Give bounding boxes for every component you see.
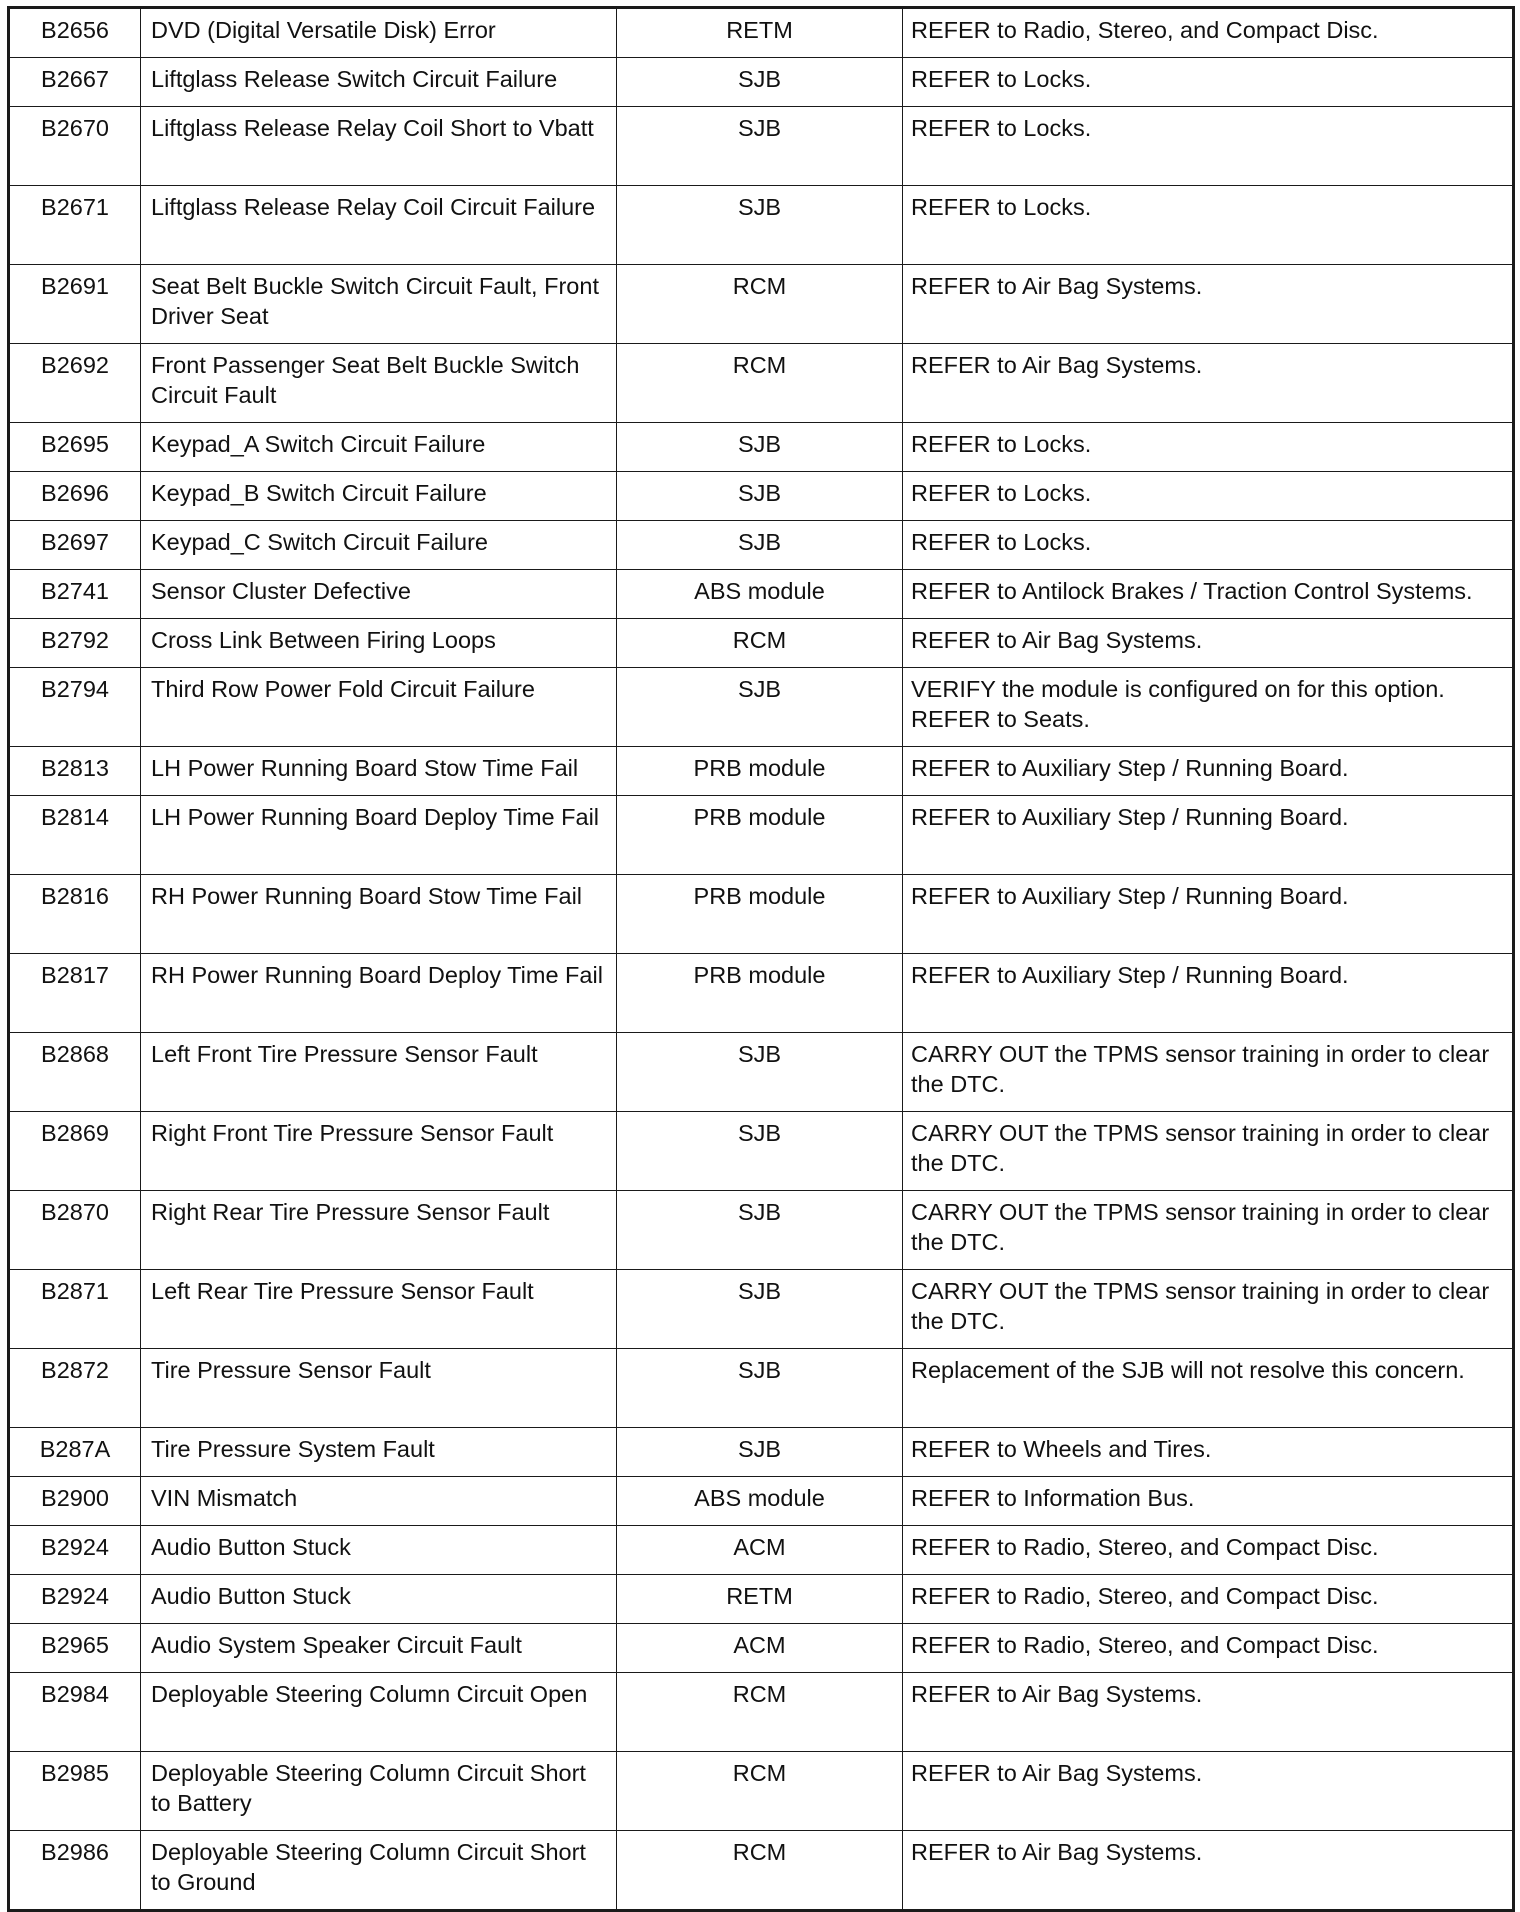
- dtc-code-cell: B2817: [9, 954, 141, 1033]
- dtc-description-cell: LH Power Running Board Stow Time Fail: [141, 747, 617, 796]
- dtc-code-cell: B2814: [9, 796, 141, 875]
- table-row: [9, 1831, 1514, 1911]
- dtc-action-cell: REFER to Radio, Stereo, and Compact Disc.: [903, 1526, 1514, 1575]
- dtc-action-cell: REFER to Locks.: [903, 58, 1514, 107]
- dtc-module-cell: RCM: [617, 344, 903, 423]
- dtc-code-cell: B2671: [9, 186, 141, 265]
- dtc-action-cell: REFER to Auxiliary Step / Running Board.: [903, 954, 1514, 1033]
- table-row: [9, 58, 1514, 107]
- dtc-module-cell: SJB: [617, 1349, 903, 1428]
- dtc-action-cell: REFER to Antilock Brakes / Traction Control Systems.: [903, 570, 1514, 619]
- dtc-description-cell: VIN Mismatch: [141, 1477, 617, 1526]
- table-row: [9, 344, 1514, 423]
- dtc-module-cell: RCM: [617, 265, 903, 344]
- dtc-description-cell: Deployable Steering Column Circuit Short to Ground: [141, 1831, 617, 1911]
- table-row: [9, 1191, 1514, 1270]
- dtc-description-cell: DVD (Digital Versatile Disk) Error: [141, 8, 617, 58]
- dtc-code-cell: B2816: [9, 875, 141, 954]
- dtc-description-cell: Left Rear Tire Pressure Sensor Fault: [141, 1270, 617, 1349]
- table-row: [9, 875, 1514, 954]
- dtc-description-cell: Cross Link Between Firing Loops: [141, 619, 617, 668]
- table-row: [9, 423, 1514, 472]
- dtc-code-cell: B2872: [9, 1349, 141, 1428]
- table-row: [9, 1526, 1514, 1575]
- dtc-action-cell: REFER to Locks.: [903, 472, 1514, 521]
- dtc-code-cell: B2794: [9, 668, 141, 747]
- dtc-code-cell: B2986: [9, 1831, 141, 1911]
- dtc-action-cell: REFER to Radio, Stereo, and Compact Disc.: [903, 8, 1514, 58]
- dtc-action-cell: REFER to Radio, Stereo, and Compact Disc.: [903, 1624, 1514, 1673]
- dtc-module-cell: PRB module: [617, 796, 903, 875]
- table-row: [9, 265, 1514, 344]
- dtc-description-cell: Third Row Power Fold Circuit Failure: [141, 668, 617, 747]
- dtc-module-cell: RCM: [617, 1752, 903, 1831]
- table-row: [9, 1112, 1514, 1191]
- dtc-action-cell: CARRY OUT the TPMS sensor training in order to clear the DTC.: [903, 1112, 1514, 1191]
- dtc-code-cell: B287A: [9, 1428, 141, 1477]
- dtc-action-cell: REFER to Air Bag Systems.: [903, 344, 1514, 423]
- dtc-description-cell: Liftglass Release Relay Coil Circuit Failure: [141, 186, 617, 265]
- dtc-description-cell: Liftglass Release Switch Circuit Failure: [141, 58, 617, 107]
- dtc-module-cell: SJB: [617, 521, 903, 570]
- table-row: [9, 107, 1514, 186]
- dtc-module-cell: SJB: [617, 1428, 903, 1477]
- dtc-code-cell: B2984: [9, 1673, 141, 1752]
- table-row: [9, 1575, 1514, 1624]
- dtc-action-cell: REFER to Locks.: [903, 423, 1514, 472]
- dtc-description-cell: Front Passenger Seat Belt Buckle Switch Circuit Fault: [141, 344, 617, 423]
- dtc-action-cell: REFER to Wheels and Tires.: [903, 1428, 1514, 1477]
- dtc-description-cell: Keypad_B Switch Circuit Failure: [141, 472, 617, 521]
- dtc-module-cell: RCM: [617, 1831, 903, 1911]
- table-row: [9, 1477, 1514, 1526]
- dtc-description-cell: RH Power Running Board Stow Time Fail: [141, 875, 617, 954]
- dtc-module-cell: SJB: [617, 472, 903, 521]
- dtc-description-cell: RH Power Running Board Deploy Time Fail: [141, 954, 617, 1033]
- dtc-code-cell: B2692: [9, 344, 141, 423]
- dtc-description-cell: Audio Button Stuck: [141, 1575, 617, 1624]
- dtc-module-cell: SJB: [617, 186, 903, 265]
- dtc-table-container: [7, 6, 1515, 1912]
- table-row: [9, 1349, 1514, 1428]
- dtc-description-cell: Deployable Steering Column Circuit Short to Battery: [141, 1752, 617, 1831]
- dtc-action-cell: REFER to Locks.: [903, 107, 1514, 186]
- dtc-module-cell: SJB: [617, 668, 903, 747]
- table-row: [9, 570, 1514, 619]
- table-row: [9, 1428, 1514, 1477]
- dtc-action-cell: VERIFY the module is configured on for this option. REFER to Seats.: [903, 668, 1514, 747]
- table-row: [9, 1033, 1514, 1112]
- dtc-action-cell: CARRY OUT the TPMS sensor training in order to clear the DTC.: [903, 1191, 1514, 1270]
- dtc-table-body: [9, 8, 1514, 1911]
- dtc-description-cell: Left Front Tire Pressure Sensor Fault: [141, 1033, 617, 1112]
- table-row: [9, 1673, 1514, 1752]
- dtc-module-cell: SJB: [617, 58, 903, 107]
- dtc-code-cell: B2695: [9, 423, 141, 472]
- dtc-code-cell: B2924: [9, 1526, 141, 1575]
- dtc-description-cell: Seat Belt Buckle Switch Circuit Fault, Front Driver Seat: [141, 265, 617, 344]
- dtc-description-cell: Keypad_A Switch Circuit Failure: [141, 423, 617, 472]
- dtc-code-cell: B2792: [9, 619, 141, 668]
- table-row: [9, 186, 1514, 265]
- dtc-action-cell: REFER to Air Bag Systems.: [903, 1673, 1514, 1752]
- dtc-module-cell: RETM: [617, 8, 903, 58]
- dtc-action-cell: Replacement of the SJB will not resolve this concern.: [903, 1349, 1514, 1428]
- dtc-code-cell: B2900: [9, 1477, 141, 1526]
- dtc-table: [7, 6, 1515, 1912]
- dtc-description-cell: Keypad_C Switch Circuit Failure: [141, 521, 617, 570]
- table-row: [9, 521, 1514, 570]
- dtc-module-cell: SJB: [617, 107, 903, 186]
- dtc-description-cell: Tire Pressure System Fault: [141, 1428, 617, 1477]
- dtc-action-cell: REFER to Air Bag Systems.: [903, 265, 1514, 344]
- dtc-module-cell: ACM: [617, 1624, 903, 1673]
- dtc-action-cell: REFER to Auxiliary Step / Running Board.: [903, 875, 1514, 954]
- dtc-description-cell: Liftglass Release Relay Coil Short to Vbatt: [141, 107, 617, 186]
- dtc-action-cell: CARRY OUT the TPMS sensor training in order to clear the DTC.: [903, 1270, 1514, 1349]
- dtc-code-cell: B2696: [9, 472, 141, 521]
- table-row: [9, 1624, 1514, 1673]
- dtc-module-cell: ABS module: [617, 1477, 903, 1526]
- dtc-action-cell: REFER to Air Bag Systems.: [903, 619, 1514, 668]
- table-row: [9, 1752, 1514, 1831]
- dtc-action-cell: REFER to Radio, Stereo, and Compact Disc.: [903, 1575, 1514, 1624]
- dtc-code-cell: B2656: [9, 8, 141, 58]
- dtc-module-cell: RCM: [617, 619, 903, 668]
- dtc-code-cell: B2965: [9, 1624, 141, 1673]
- dtc-action-cell: REFER to Air Bag Systems.: [903, 1831, 1514, 1911]
- dtc-module-cell: PRB module: [617, 875, 903, 954]
- dtc-description-cell: Tire Pressure Sensor Fault: [141, 1349, 617, 1428]
- dtc-action-cell: CARRY OUT the TPMS sensor training in order to clear the DTC.: [903, 1033, 1514, 1112]
- dtc-description-cell: Audio Button Stuck: [141, 1526, 617, 1575]
- dtc-module-cell: SJB: [617, 1033, 903, 1112]
- dtc-code-cell: B2691: [9, 265, 141, 344]
- dtc-module-cell: SJB: [617, 1191, 903, 1270]
- table-row: [9, 1270, 1514, 1349]
- dtc-action-cell: REFER to Air Bag Systems.: [903, 1752, 1514, 1831]
- dtc-code-cell: B2813: [9, 747, 141, 796]
- dtc-module-cell: SJB: [617, 1112, 903, 1191]
- dtc-action-cell: REFER to Locks.: [903, 186, 1514, 265]
- table-row: [9, 472, 1514, 521]
- dtc-code-cell: B2697: [9, 521, 141, 570]
- dtc-code-cell: B2869: [9, 1112, 141, 1191]
- table-row: [9, 668, 1514, 747]
- dtc-description-cell: Audio System Speaker Circuit Fault: [141, 1624, 617, 1673]
- dtc-code-cell: B2924: [9, 1575, 141, 1624]
- table-row: [9, 619, 1514, 668]
- dtc-action-cell: REFER to Auxiliary Step / Running Board.: [903, 747, 1514, 796]
- dtc-module-cell: ACM: [617, 1526, 903, 1575]
- dtc-description-cell: Right Front Tire Pressure Sensor Fault: [141, 1112, 617, 1191]
- dtc-action-cell: REFER to Locks.: [903, 521, 1514, 570]
- table-row: [9, 8, 1514, 58]
- dtc-module-cell: RETM: [617, 1575, 903, 1624]
- dtc-module-cell: PRB module: [617, 747, 903, 796]
- table-row: [9, 954, 1514, 1033]
- dtc-code-cell: B2670: [9, 107, 141, 186]
- dtc-action-cell: REFER to Information Bus.: [903, 1477, 1514, 1526]
- dtc-description-cell: Sensor Cluster Defective: [141, 570, 617, 619]
- dtc-code-cell: B2741: [9, 570, 141, 619]
- dtc-description-cell: Deployable Steering Column Circuit Open: [141, 1673, 617, 1752]
- dtc-code-cell: B2985: [9, 1752, 141, 1831]
- dtc-code-cell: B2667: [9, 58, 141, 107]
- dtc-description-cell: LH Power Running Board Deploy Time Fail: [141, 796, 617, 875]
- dtc-code-cell: B2868: [9, 1033, 141, 1112]
- dtc-action-cell: REFER to Auxiliary Step / Running Board.: [903, 796, 1514, 875]
- table-row: [9, 747, 1514, 796]
- dtc-module-cell: SJB: [617, 423, 903, 472]
- dtc-module-cell: ABS module: [617, 570, 903, 619]
- dtc-code-cell: B2871: [9, 1270, 141, 1349]
- dtc-code-cell: B2870: [9, 1191, 141, 1270]
- table-row: [9, 796, 1514, 875]
- dtc-module-cell: RCM: [617, 1673, 903, 1752]
- dtc-module-cell: SJB: [617, 1270, 903, 1349]
- dtc-module-cell: PRB module: [617, 954, 903, 1033]
- dtc-description-cell: Right Rear Tire Pressure Sensor Fault: [141, 1191, 617, 1270]
